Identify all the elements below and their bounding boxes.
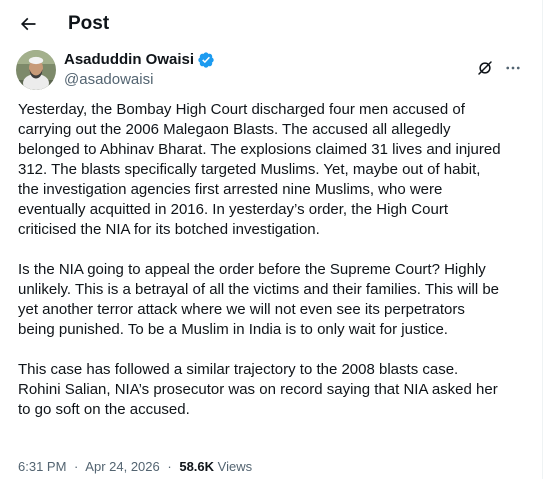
author-name[interactable]: Asaduddin Owaisi (64, 51, 195, 68)
page-title: Post (68, 13, 110, 34)
top-bar (0, 0, 543, 48)
views-count: 58.6K (179, 459, 215, 474)
post-meta (18, 459, 252, 475)
avatar[interactable] (16, 50, 56, 90)
author-handle[interactable]: @asadowaisi (64, 71, 154, 88)
meta-separator: · (74, 459, 79, 474)
post-date[interactable]: Apr 24, 2026 (85, 459, 160, 474)
views-link[interactable] (179, 459, 252, 474)
more-button[interactable] (499, 54, 527, 82)
author-row (16, 48, 527, 92)
back-arrow-icon (18, 14, 38, 34)
grok-button[interactable] (471, 54, 499, 82)
post-paragraph: Yesterday, the Bombay High Court discharged four men accused of carrying out the 2006 Malegaon Blasts. The accused all allegedly belonged to Abhinav Bharat. The explosions claimed 31 lives and injured 312. The blasts specifically targeted Muslims. Yet, maybe out of habit, the investigation agencies first arrested nine Muslims, who were eventually acquitted in 2016. In yesterday’s order, the High Court criticised the NIA for its botched investigation. (18, 101, 501, 238)
back-button[interactable] (12, 8, 44, 40)
verified-badge-icon[interactable] (197, 51, 215, 69)
post-time[interactable]: 6:31 PM (18, 459, 67, 474)
views-label: Views (217, 459, 253, 474)
author-info (64, 50, 215, 89)
post-paragraph: This case has followed a similar trajectory to the 2008 blasts case. Rohini Salian, NIA’s prosecutor was on record saying that NIA asked her to go soft on the accused. (18, 361, 498, 418)
grok-icon (476, 59, 494, 77)
name-row (64, 50, 215, 69)
post-body (18, 100, 533, 440)
post-paragraph: Is the NIA going to appeal the order before the Supreme Court? Highly unlikely. This is a betrayal of all the victims and their families. This will be yet another terror attack where we will not even see its perpetrators being punished. To be a Muslim in India is to only wait for justice. (18, 261, 500, 338)
more-dots-icon (504, 59, 522, 77)
meta-separator: · (167, 459, 172, 474)
